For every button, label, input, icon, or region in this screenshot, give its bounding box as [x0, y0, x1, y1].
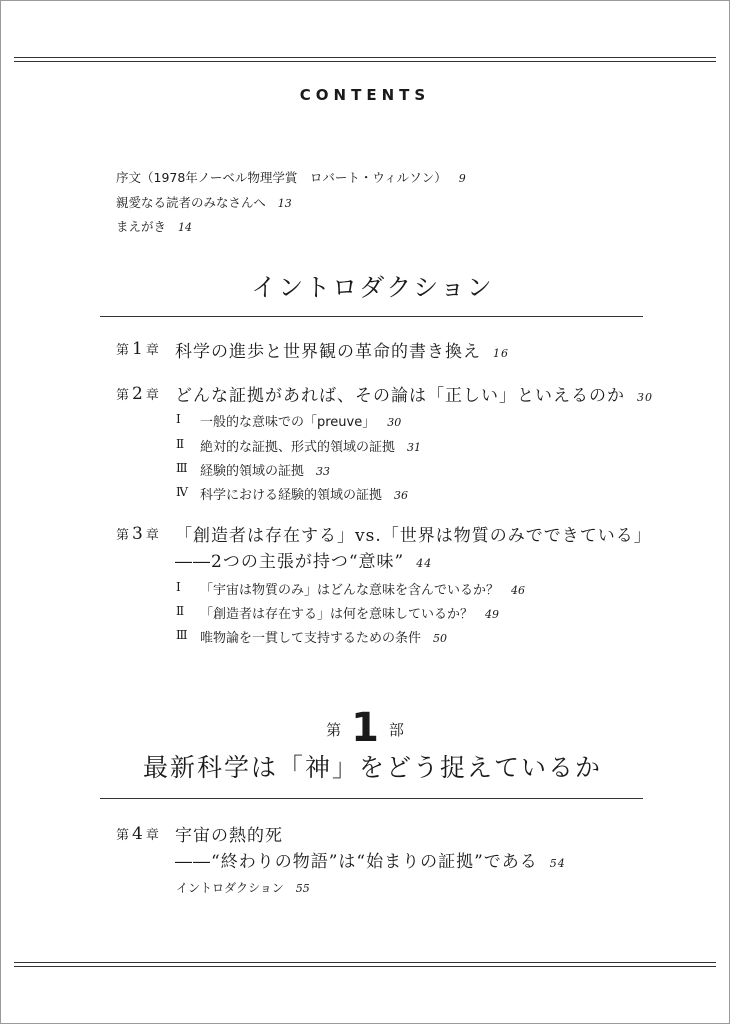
toc-entry-foreword[interactable]: [116, 217, 192, 235]
page-number: 54: [549, 857, 566, 870]
toc-section-introduction[interactable]: [176, 879, 310, 896]
chapter-title: 宇宙の熱的死: [175, 826, 283, 846]
section-roman: Ⅰ: [176, 580, 181, 594]
page-number: 16: [493, 347, 509, 360]
section-title: 絶対的な証拠、形式的領域の証拠: [200, 440, 396, 455]
section-title: イントロダクション: [176, 881, 284, 895]
page-number: 14: [178, 221, 193, 234]
toc-entry-label: まえがき: [116, 219, 167, 234]
section-roman: Ⅲ: [176, 628, 188, 642]
introduction-heading: イントロダクション: [251, 273, 494, 302]
toc-section[interactable]: [200, 484, 408, 503]
toc-section[interactable]: [200, 460, 330, 479]
toc-section[interactable]: [200, 579, 525, 598]
toc-entry-label: 親愛なる読者のみなさんへ: [116, 195, 266, 210]
chapter-4-subtitle-line[interactable]: [175, 847, 566, 872]
section-roman: Ⅱ: [176, 437, 185, 451]
page-number: 46: [511, 584, 526, 597]
toc-section[interactable]: [200, 411, 401, 430]
page-number: 44: [416, 557, 433, 570]
part-1-label: 第 1 部: [326, 705, 404, 751]
section-roman: Ⅳ: [176, 485, 188, 499]
chapter-3-subtitle-line[interactable]: [175, 547, 432, 572]
chapter-3-entry[interactable]: [175, 521, 652, 546]
page-number: 30: [387, 416, 402, 429]
section-title: 「創造者は存在する」は何を意味しているか？: [200, 607, 474, 622]
section-title: 経験的領域の証拠: [200, 464, 305, 479]
chapter-title: 科学の進歩と世界観の革命的書き換え: [175, 342, 481, 362]
chapter-title: どんな証拠があれば、その論は「正しい」といえるのか: [175, 386, 625, 406]
toc-section[interactable]: [200, 436, 421, 455]
toc-entry-label: 序文（1978年ノーベル物理学賞 ロバート・ウィルソン）: [116, 170, 447, 185]
part-1-title: 最新科学は「神」をどう捉えているか: [142, 753, 602, 782]
page-number: 55: [295, 882, 310, 895]
section-title: 科学における経験的領域の証拠: [200, 488, 383, 503]
page-number: 13: [277, 197, 292, 210]
page-number: 9: [458, 172, 466, 185]
section-title: 「宇宙は物質のみ」はどんな意味を含んでいるか？: [200, 583, 500, 598]
page-number: 50: [433, 632, 448, 645]
section-roman: Ⅱ: [176, 604, 185, 618]
section-title: 一般的な意味での「preuve」: [200, 415, 376, 430]
chapter-1-entry[interactable]: [175, 337, 509, 362]
chapter-4-entry[interactable]: [175, 821, 283, 846]
page-number: 36: [394, 489, 409, 502]
section-roman: Ⅰ: [176, 412, 181, 426]
page-number: 33: [316, 465, 331, 478]
toc-entry-to-readers[interactable]: [116, 193, 292, 211]
chapter-1-number: 第 1 章: [116, 339, 159, 359]
contents-title: CONTENTS: [299, 86, 431, 104]
bottom-double-rule: [14, 962, 716, 967]
toc-section[interactable]: [200, 603, 499, 622]
chapter-subtitle: ――“終わりの物語”は“始まりの証拠”である: [175, 852, 538, 872]
top-double-rule: [14, 57, 716, 62]
toc-section[interactable]: [200, 627, 447, 646]
toc-entry-preface[interactable]: [116, 168, 466, 186]
chapter-subtitle: ――2つの主張が持つ“意味”: [175, 552, 405, 572]
page-number: 30: [637, 391, 653, 404]
section-title: 唯物論を一貫して支持するための条件: [200, 631, 422, 646]
chapter-3-number: 第 3 章: [116, 524, 159, 544]
page-number: 49: [485, 608, 500, 621]
section-roman: Ⅲ: [176, 461, 188, 475]
section-rule: [100, 798, 643, 799]
section-rule: [100, 316, 643, 317]
page-number: 31: [407, 441, 422, 454]
chapter-2-number: 第 2 章: [116, 384, 159, 404]
chapter-4-number: 第 4 章: [116, 824, 159, 844]
chapter-title: 「創造者は存在する」vs.「世界は物質のみでできている」: [175, 526, 652, 546]
chapter-2-entry[interactable]: [175, 381, 653, 406]
